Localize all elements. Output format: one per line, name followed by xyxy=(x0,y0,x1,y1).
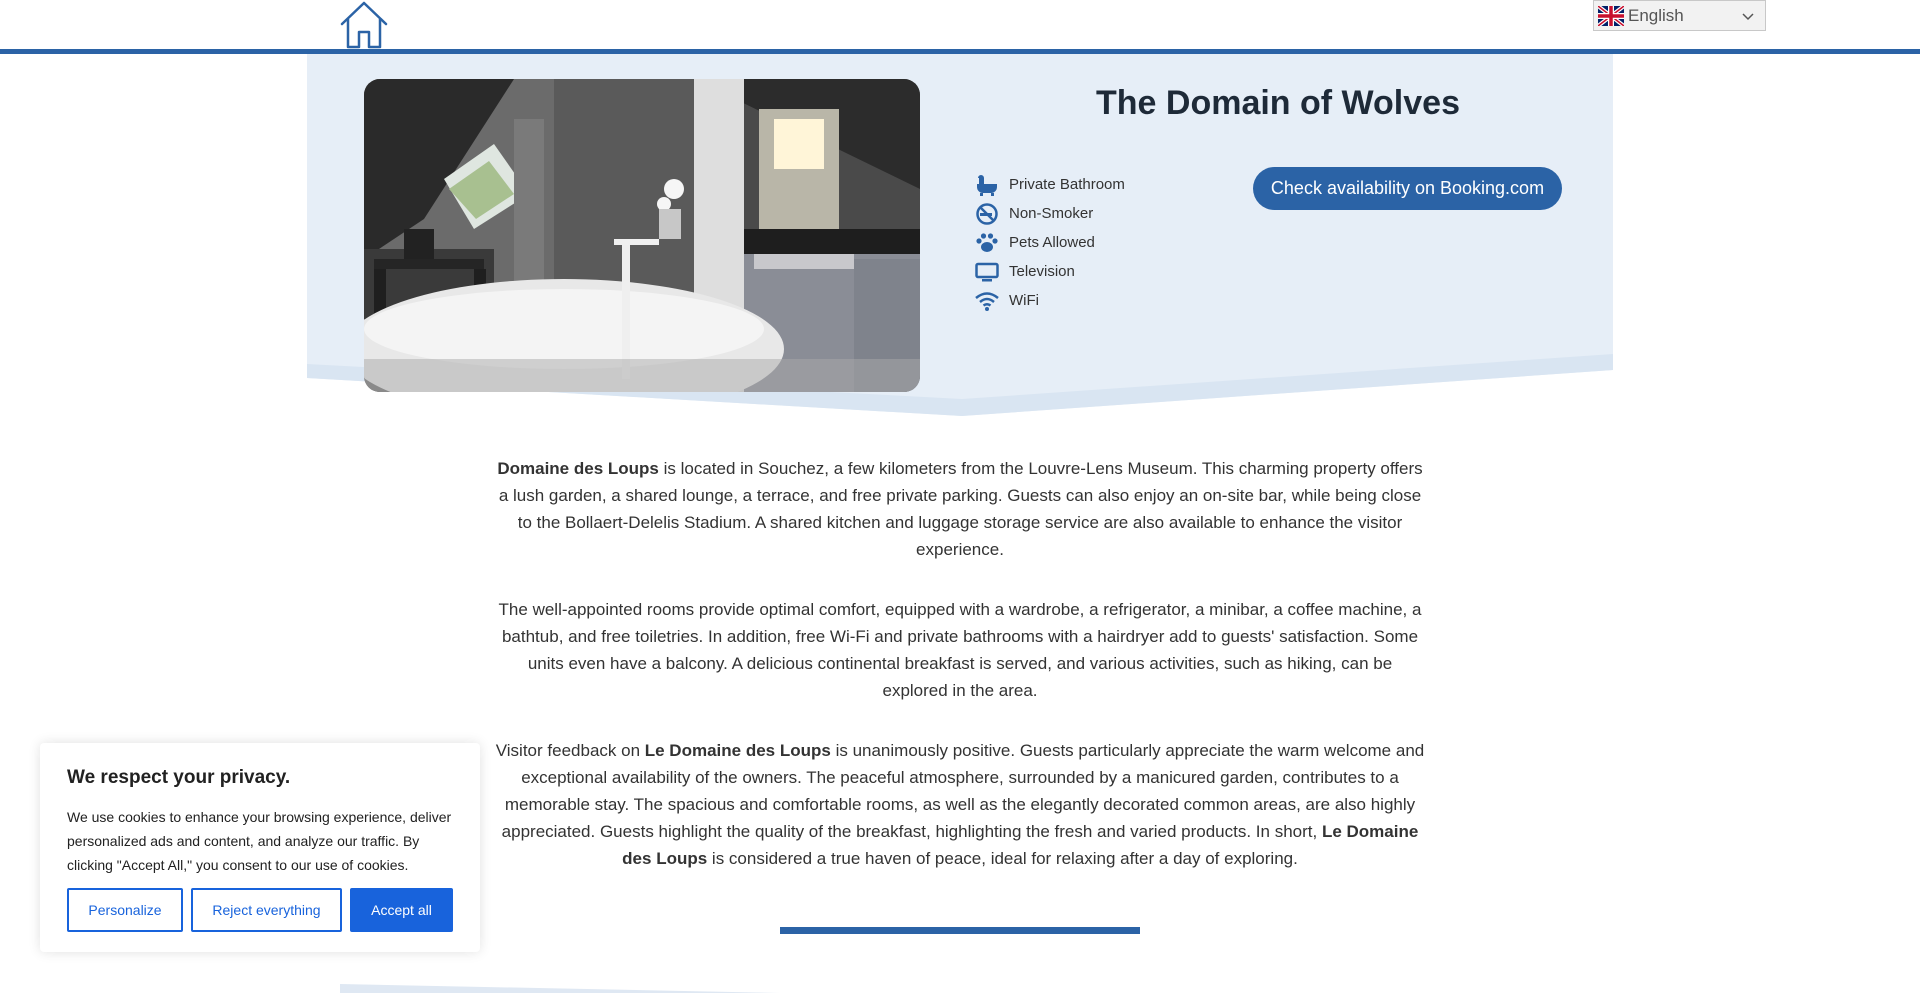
amenities-list xyxy=(975,170,1125,315)
amenity-item xyxy=(975,199,1125,228)
paragraph-text: is located in Souchez, a few kilometers from the Louvre-Lens Museum. This charming property offers a lush garden, a shared lounge, a terrace, and free private parking. Guests can also enjoy an on-site bar, while being close to the Bollaert-Delelis Stadium. A shared kitchen and luggage storage service are also available to enhance the visitor experience. xyxy=(498,459,1423,559)
property-name: Le Domaine des Loups xyxy=(644,741,831,760)
property-name: Domaine des Loups xyxy=(497,459,659,478)
wifi-icon xyxy=(975,290,999,312)
cookie-title: We respect your privacy. xyxy=(67,767,291,788)
reject-button[interactable]: Reject everything xyxy=(191,888,342,932)
amenity-item xyxy=(975,257,1125,286)
chevron-down-icon xyxy=(1741,9,1755,23)
cookie-text: We use cookies to enhance your browsing experience, deliver personalized ads and content, and analyze our traffic. By clicking "Accept All," you consent to our use of cookies. xyxy=(67,809,452,873)
cookie-banner xyxy=(40,743,480,952)
language-label: English xyxy=(1628,5,1684,25)
description-paragraph xyxy=(494,737,1426,872)
no-smoking-icon xyxy=(975,203,999,225)
paragraph-text: is considered a true haven of peace, ideal for relaxing after a day of exploring. xyxy=(707,849,1298,868)
amenity-label: Private Bathroom xyxy=(1009,176,1125,193)
uk-flag-icon xyxy=(1598,6,1624,26)
language-selector[interactable] xyxy=(1593,0,1766,31)
property-name: Le Domaine des Loups xyxy=(622,822,1419,868)
top-bar xyxy=(0,0,1920,50)
cookie-buttons xyxy=(67,888,461,932)
accept-all-button[interactable]: Accept all xyxy=(350,888,453,932)
amenity-label: Non-Smoker xyxy=(1009,205,1094,222)
bathtub-icon xyxy=(975,174,999,196)
amenity-item xyxy=(975,170,1125,199)
paragraph-text: Visitor feedback on xyxy=(495,741,645,760)
next-section-background xyxy=(340,982,780,993)
description-paragraph: The well-appointed rooms provide optimal comfort, equipped with a wardrobe, a refrigerator, a minibar, a coffee machine, a bathtub, and free toiletries. In addition, free Wi-Fi and private bathrooms with a hairdryer add to guests' satisfaction. Some units even have a balcony. A delicious continental breakfast is served, and various activities, such as hiking, can be explored in the area. xyxy=(498,600,1422,700)
paw-icon xyxy=(975,232,999,254)
section-divider xyxy=(780,927,1140,934)
amenity-label: WiFi xyxy=(1009,292,1039,309)
amenity-label: Television xyxy=(1009,263,1075,280)
amenity-label: Pets Allowed xyxy=(1009,234,1095,251)
amenity-item xyxy=(975,228,1125,257)
personalize-button[interactable]: Personalize xyxy=(67,888,183,932)
home-icon[interactable] xyxy=(338,0,390,50)
page-title: The Domain of Wolves xyxy=(1096,84,1460,122)
description-paragraph xyxy=(494,455,1426,563)
booking-button[interactable]: Check availability on Booking.com xyxy=(1253,167,1562,210)
tv-icon xyxy=(975,261,999,283)
paragraph-text: is unanimously positive. Guests particularly appreciate the warm welcome and exceptional availability of the owners. The peaceful atmosphere, surrounded by a manicured garden, contributes to a memorable stay. The spacious and comfortable rooms, as well as the elegantly decorated common areas, are also highly appreciated. Guests highlight the quality of the breakfast, highlighting the fresh and varied products. In short, xyxy=(501,741,1425,841)
amenity-item xyxy=(975,286,1125,315)
room-photo xyxy=(364,79,920,392)
